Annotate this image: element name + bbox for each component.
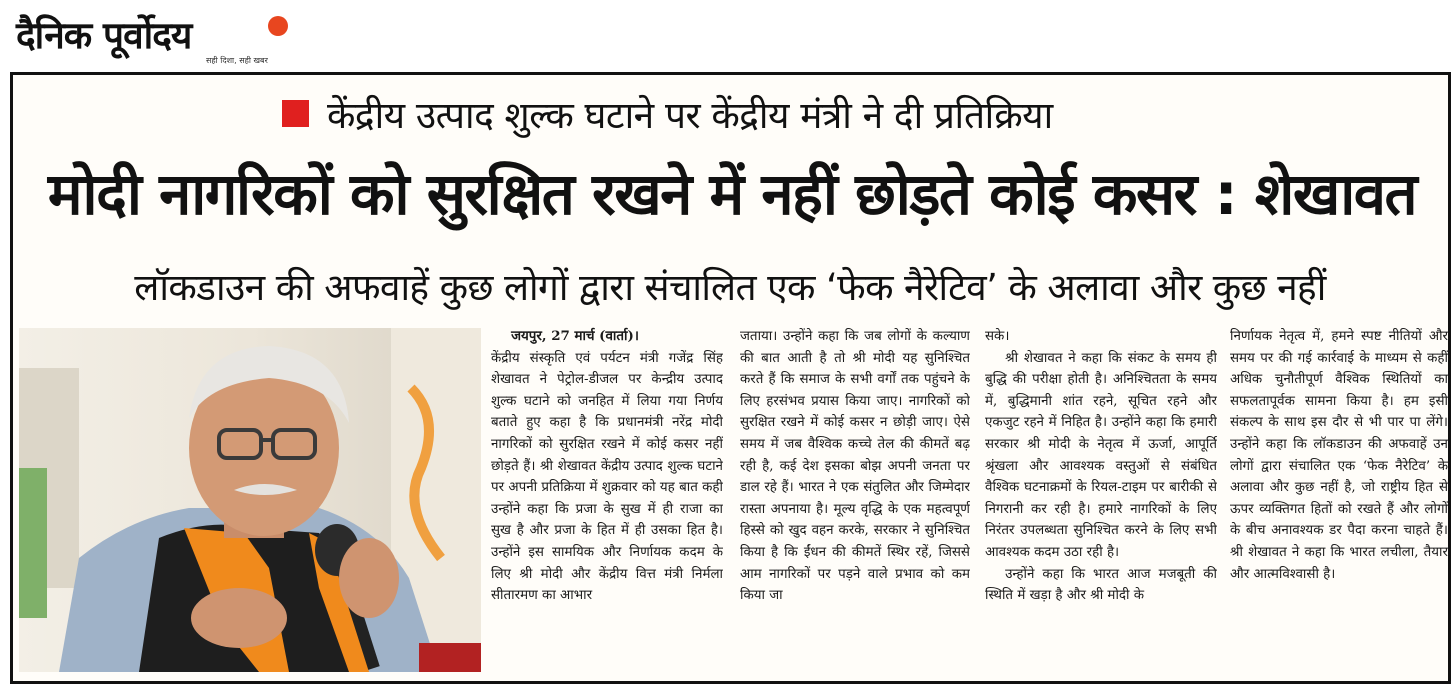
column-2-text: जताया। उन्होंने कहा कि जब लोगों के कल्याण की बात आती है तो श्री मोदी यह सुनिश्चित करते हैं कि समाज के सभी वर्गों तक पहुंचने के लिए हरसंभव प्रयास किया जाए। नागरिकों को सुरक्षित रखने में कोई कसर न छोड़ी जाए। ऐसे समय में जब वैश्विक कच्चे तेल की कीमतें बढ़ रही है, कई देश इसका बोझ अपनी जनता पर डाल रहे हैं। भारत ने एक संतुलित और जिम्मेदार रास्ता अपनाया है। मूल्य वृद्धि के एक महत्वपूर्ण हिस्से को खुद वहन करके, सरकार ने सुनिश्चित किया है कि ईंधन की कीमतें स्थिर रहें, जिससे आम नागरिकों पर पड़ने वाले प्रभाव को कम किया जा bbox=[740, 329, 970, 604]
column-1-text: केंद्रीय संस्कृति एवं पर्यटन मंत्री गजेंद्र सिंह शेखावत ने पेट्रोल-डीजल पर केन्द्रीय उत्पाद शुल्क घटाने को जनहित में लिया गया निर्णय बताते हुए कहा है कि प्रधानमंत्री नरेंद्र मोदी नागरिकों को सुरक्षित रखने में कोई कसर नहीं छोड़ते हैं। श्री शेखावत केंद्रीय उत्पाद शुल्क घटाने पर अपनी प्रतिक्रिया में शुक्रवार को यह बात कही उन्होंने कहा कि प्रजा के सुख में ही राजा का सुख है और प्रजा के हित में ही उसका हित है। उन्होंने इस सामयिक और निर्णायक कदम के लिए श्री मोदी और केंद्रीय वित्त मंत्री निर्मला सीतारमण का आभार bbox=[491, 350, 723, 604]
masthead-title: दैनिक पूर्वोदय bbox=[16, 14, 192, 57]
kicker-text: केंद्रीय उत्पाद शुल्क घटाने पर केंद्रीय मंत्री ने दी प्रतिक्रिया bbox=[327, 93, 1053, 137]
article-column-1 bbox=[491, 326, 723, 678]
article-column-2 bbox=[740, 326, 970, 678]
column-3-text-c: उन्होंने कहा कि भारत आज मजबूती की स्थिति में खड़ा है और श्री मोदी के bbox=[985, 566, 1217, 604]
column-4-text: निर्णायक नेतृत्व में, हमने स्पष्ट नीतियों और समय पर की गई कार्रवाई के माध्यम से कहीं अधिक चुनौतीपूर्ण वैश्विक स्थितियों का सफलतापूर्वक सामना किया है। हम इसी संकल्प के साथ इस दौर से भी पार पा लेंगे। उन्होंने कहा कि लॉकडाउन की अफवाहें उन लोगों द्वारा संचालित एक ‘फेक नैरेटिव’ के अलावा और कुछ नहीं है, जो राष्ट्रीय हित से ऊपर व्यक्तिगत हितों को रखते हैं और लोगों के बीच अनावश्यक डर पैदा करना चाहते हैं। श्री शेखावत ने कहा कि भारत लचीला, तैयार और आत्मविश्वासी है। bbox=[1230, 329, 1448, 582]
column-3-text-a: सके। bbox=[985, 329, 1010, 344]
logo-dot-icon bbox=[268, 16, 288, 36]
speaker-photo-illustration bbox=[19, 328, 481, 672]
article-column-4 bbox=[1230, 326, 1448, 678]
article-headline: मोदी नागरिकों को सुरक्षित रखने में नहीं छोड़ते कोई कसर : शेखावत bbox=[47, 160, 1417, 228]
column-3-text-b: श्री शेखावत ने कहा कि संकट के समय ही बुद्धि की परीक्षा होती है। अनिश्चितता के समय में, बुद्धिमानी शांत रहने, सूचित रहने और एकजुट रहने में निहित है। उन्होंने कहा कि हमारी सरकार श्री मोदी के नेतृत्व में ऊर्जा, आपूर्ति श्रृंखला और आवश्यक वस्तुओं से संबंधित वैश्विक घटनाक्रमों के रियल-टाइम पर बारीकी से निगरानी कर रही है। हमारे नागरिकों के लिए निरंतर उपलब्धता सुनिश्चित करने के लिए सभी आवश्यक कदम उठा रही है। bbox=[985, 350, 1217, 560]
article-dateline: जयपुर, 27 मार्च (वार्ता)। bbox=[511, 328, 639, 344]
article-kicker bbox=[282, 88, 1053, 138]
masthead-logo bbox=[10, 4, 290, 70]
article-subheadline: लॉकडाउन की अफवाहें कुछ लोगों द्वारा संचालित एक ‘फेक नैरेटिव’ के अलावा और कुछ नहीं bbox=[134, 266, 1326, 309]
red-square-bullet-icon bbox=[282, 100, 309, 127]
article-photo bbox=[19, 328, 481, 672]
article-column-3 bbox=[985, 326, 1217, 678]
masthead-tagline: सही दिशा, सही खबर bbox=[206, 56, 268, 65]
